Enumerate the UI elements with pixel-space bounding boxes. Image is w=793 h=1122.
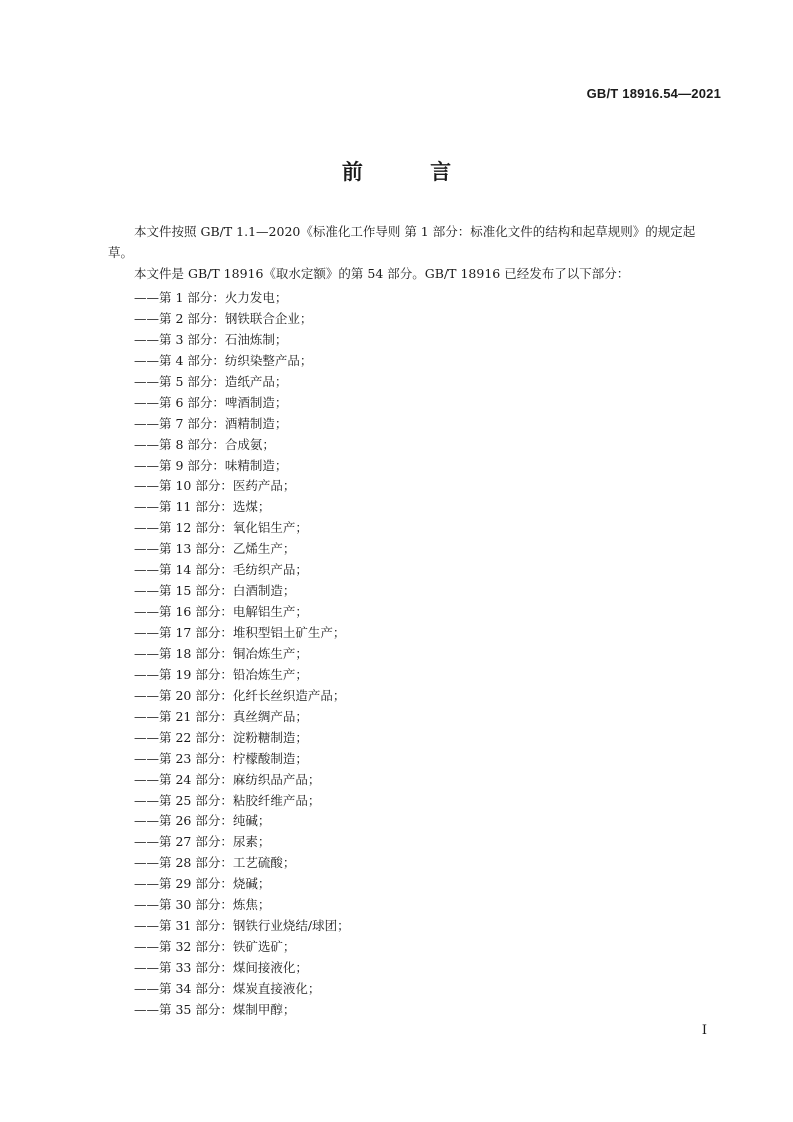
document-code: GB/T 18916.54—2021 [586,86,721,101]
list-item: ——第 31 部分：钢铁行业烧结/球团； [134,918,350,934]
list-item: ——第 20 部分：化纤长丝织造产品； [134,687,346,703]
list-item: ——第 34 部分：煤炭直接液化； [134,980,321,996]
intro-paragraph-1: 本文件按照 GB/T 1.1—2020《标准化工作导则 第 1 部分：标准化文件的结构和起草规则》的规定起草。 [108,224,696,260]
list-item: ——第 18 部分：铜冶炼生产； [134,645,308,661]
list-item: ——第 13 部分：乙烯生产； [134,541,296,557]
page-number: I [701,1023,707,1038]
list-item: ——第 4 部分：纺织染整产品； [134,352,313,368]
list-item: ——第 14 部分：毛纺织产品； [134,562,308,578]
list-item: ——第 26 部分：纯碱； [134,813,271,829]
list-item: ——第 25 部分：粘胶纤维产品； [134,792,321,808]
list-item: ——第 1 部分：火力发电； [134,290,288,305]
list-item: ——第 21 部分：真丝绸产品； [134,708,308,724]
list-item: ——第 33 部分：煤间接液化； [134,960,308,975]
list-item: ——第 23 部分：柠檬酸制造； [134,750,308,766]
list-item: ——第 24 部分：麻纺织品产品； [134,771,321,787]
list-item: ——第 12 部分：氧化铝生产； [134,520,308,536]
list-item: ——第 8 部分：合成氨； [134,436,275,452]
list-item: ——第 32 部分：铁矿选矿； [134,939,296,955]
list-item: ——第 15 部分：白酒制造； [134,583,296,599]
list-item: ——第 35 部分：煤制甲醇； [134,1001,296,1017]
list-item: ——第 5 部分：造纸产品； [134,373,288,389]
list-item: ——第 19 部分：铅冶炼生产； [134,666,308,682]
list-item: ——第 9 部分：味精制造； [134,457,288,473]
list-item: ——第 30 部分：炼焦； [134,897,271,913]
list-item: ——第 7 部分：酒精制造； [134,415,288,431]
list-item: ——第 16 部分：电解铝生产； [134,604,308,620]
list-item: ——第 27 部分：尿素； [134,834,271,850]
list-item: ——第 28 部分：工艺硫酸； [134,855,296,871]
list-item: ——第 2 部分：钢铁联合企业； [134,310,313,326]
intro-paragraph-2: 本文件是 GB/T 18916《取水定额》的第 54 部分。GB/T 18916 已经发布了以下部分： [134,266,630,281]
list-item: ——第 6 部分：啤酒制造； [134,394,288,410]
list-item: ——第 22 部分：淀粉糖制造； [134,729,308,745]
intro-section [108,221,720,284]
list-item: ——第 3 部分：石油炼制； [134,331,288,347]
list-item: ——第 17 部分：堆积型铝土矿生产； [134,625,346,640]
page-title: 前 言 [341,160,482,184]
list-item: ——第 29 部分：烧碱； [134,876,271,892]
list-item: ——第 11 部分：选煤； [134,499,271,515]
parts-list [134,288,694,1021]
list-item: ——第 10 部分：医药产品； [134,478,296,494]
